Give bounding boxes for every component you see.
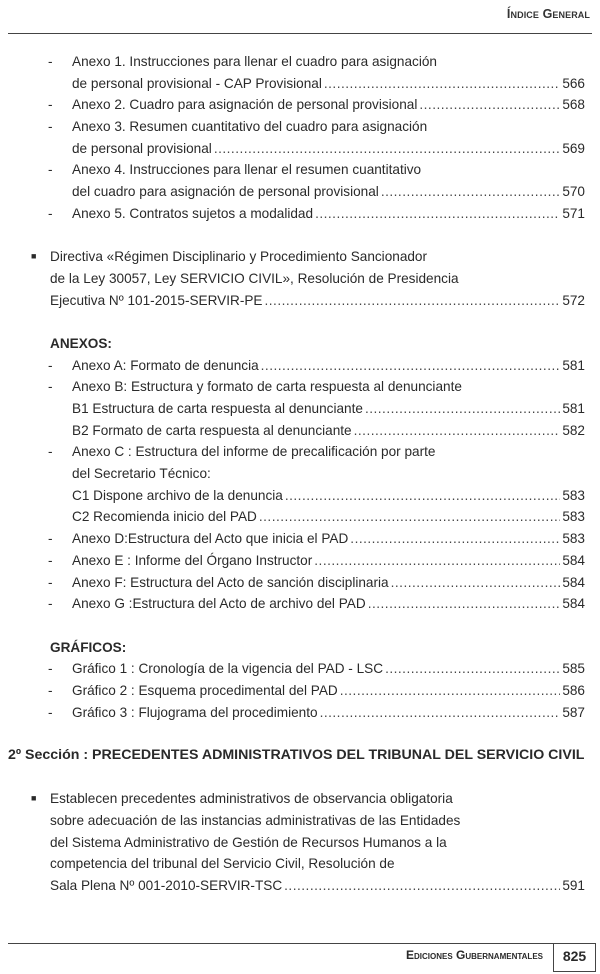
entry-text: Anexo A: Formato de denuncia [72,357,259,373]
entry-text: de la Ley 30057, Ley SERVICIO CIVIL», Resolución de Presidencia [50,270,459,286]
dash-marker-icon: - [48,54,53,69]
dot-leader [354,420,561,442]
toc-line [0,637,600,659]
toc-line [0,181,600,203]
entry-text: Anexo 3. Resumen cuantitativo del cuadro para asignación [72,119,428,135]
dot-leader [259,506,560,528]
dot-leader [214,138,561,160]
dash-marker-icon: - [48,119,53,135]
toc-line [0,333,600,355]
dash-marker-icon: - [48,162,53,178]
entry-text: Anexo 1. Instrucciones para llenar el cuadro para asignación [72,54,437,69]
entry-text: del cuadro para asignación de personal provisional [72,184,379,200]
toc-entry[interactable] [0,355,600,377]
section-heading [0,637,600,659]
entry-text: Gráfico 3 : Flujograma del procedimiento [72,704,318,720]
bullet-square-icon: ■ [31,251,37,262]
toc-line [0,94,600,116]
spacer [0,311,600,333]
header-divider [8,33,592,34]
dash-marker-icon: - [48,552,53,568]
toc-line [0,73,600,95]
entry-text: sobre adecuación de las instancias administrativas de las Entidades [50,813,461,829]
entry-page-number[interactable]: 568 [562,97,585,113]
toc-entry[interactable] [0,94,600,116]
spacer [0,615,600,637]
toc-line [0,246,600,268]
entry-page-number[interactable]: 572 [562,292,585,308]
dot-leader [314,550,560,572]
toc-line [0,203,600,225]
entry-text: C2 Recomienda inicio del PAD [72,509,257,525]
toc-line [0,138,600,160]
toc-entry[interactable] [0,159,600,202]
entry-text: Ejecutiva Nº 101-2015-SERVIR-PE [50,292,263,308]
dot-leader [350,528,560,550]
dot-leader [368,593,561,615]
toc-entry[interactable] [0,593,600,615]
toc-entry [0,441,600,484]
spacer [0,225,600,247]
toc-line [0,159,600,181]
dash-marker-icon: - [48,444,53,460]
toc-entry[interactable] [0,550,600,572]
entry-text: Anexo 5. Contratos sujetos a modalidad [72,205,314,221]
dot-leader [324,73,560,95]
dot-leader [381,181,560,203]
toc-entry[interactable] [0,420,600,442]
toc-line [0,441,600,463]
footer-divider [8,943,596,944]
section-heading [0,333,600,355]
dash-marker-icon: - [48,97,53,113]
toc-line [0,463,600,485]
toc-entry[interactable] [0,572,600,594]
toc-entry[interactable] [0,51,600,94]
toc-line [0,355,600,377]
section-title [0,745,600,767]
toc-line [0,398,600,420]
toc-line [0,268,600,290]
dot-leader [320,702,561,724]
toc-line [0,420,600,442]
dash-marker-icon: - [48,574,53,590]
entry-page-number[interactable]: 586 [562,682,585,698]
toc-line [0,810,600,832]
entry-text: Anexo 2. Cuadro para asignación de personal provisional [72,97,418,113]
entry-text: ANEXOS: [50,335,112,351]
toc-line [0,593,600,615]
entry-page-number[interactable]: 570 [562,184,585,200]
toc-entry[interactable] [0,398,600,420]
toc-line [0,116,600,138]
toc-entry[interactable] [0,788,600,896]
entry-text: de personal provisional [72,140,212,156]
dot-leader [265,290,561,312]
toc-entry[interactable] [0,658,600,680]
toc-entry [0,376,600,398]
entry-text: Anexo B: Estructura y formato de carta respuesta al denunciante [72,379,462,395]
entry-page-number[interactable]: 583 [562,487,585,503]
entry-text: del Secretario Técnico: [72,466,211,482]
entry-text: B2 Formato de carta respuesta al denunciante [72,422,352,438]
toc-line [0,745,600,767]
dash-marker-icon: - [48,531,53,547]
entry-page-number[interactable]: 566 [562,75,585,91]
dash-marker-icon: - [48,205,53,221]
dot-leader [315,203,560,225]
toc-entry[interactable] [0,702,600,724]
entry-page-number[interactable]: 583 [562,531,585,547]
entry-page-number[interactable]: 584 [562,596,585,612]
entry-page-number[interactable]: 585 [562,661,585,677]
entry-page-number[interactable]: 581 [562,401,585,416]
spacer [0,723,600,745]
entry-page-number[interactable]: 582 [562,422,585,438]
entry-text: Anexo 4. Instrucciones para llenar el resumen cuantitativo [72,162,422,178]
dash-marker-icon: - [48,682,53,698]
toc-line [0,528,600,550]
toc-line [0,832,600,854]
dot-leader [391,572,561,594]
toc-entry[interactable] [0,485,600,507]
toc-line [0,506,600,528]
toc-line [0,788,600,810]
entry-text: Anexo D:Estructura del Acto que inicia el PAD [72,531,349,547]
entry-text: GRÁFICOS: [50,639,127,655]
footer-publisher: Ediciones Gubernamentales [406,948,543,962]
toc-line [0,550,600,572]
entry-text: Anexo C : Estructura del informe de precalificación por parte [72,444,436,460]
entry-page-number[interactable]: 591 [562,878,585,894]
entry-page-number[interactable]: 571 [562,205,585,221]
entry-text: Gráfico 2 : Esquema procedimental del PAD [72,682,338,698]
entry-text: Anexo G :Estructura del Acto de archivo del PAD [72,596,366,612]
page-number: 825 [553,943,596,972]
entry-page-number[interactable]: 583 [562,509,585,525]
entry-page-number[interactable]: 581 [562,357,585,373]
dot-leader [385,658,560,680]
running-header: Índice General [506,7,590,21]
toc-entry[interactable] [0,246,600,311]
toc-entry[interactable] [0,680,600,702]
toc-line [0,290,600,312]
entry-page-number[interactable]: 584 [562,552,585,568]
entry-text: C1 Dispone archivo de la denuncia [72,487,283,503]
entry-text: Establecen precedentes administrativos de observancia obligatoria [50,791,453,807]
toc-entry[interactable] [0,203,600,225]
dot-leader [261,355,561,377]
toc-line [0,485,600,507]
table-of-contents [0,51,600,897]
dash-marker-icon: - [48,661,53,677]
toc-line [0,702,600,724]
toc-line [0,875,600,897]
toc-entry[interactable] [0,116,600,159]
dash-marker-icon: - [48,357,53,373]
entry-text: 2º Sección : PRECEDENTES ADMINISTRATIVOS DEL TRIBUNAL DEL SERVICIO CIVIL [8,747,585,763]
toc-line [0,51,600,73]
spacer [0,767,600,789]
entry-text: Anexo F: Estructura del Acto de sanción disciplinaria [72,574,389,590]
toc-line [0,572,600,594]
entry-page-number[interactable]: 587 [562,704,585,720]
toc-line [0,680,600,702]
bullet-square-icon: ■ [31,793,37,804]
entry-page-number[interactable]: 569 [562,140,585,156]
entry-text: Sala Plena Nº 001-2010-SERVIR-TSC [50,878,283,894]
dash-marker-icon: - [48,596,53,612]
entry-text: del Sistema Administrativo de Gestión de Recursos Humanos a la [50,834,447,850]
toc-line [0,658,600,680]
dot-leader [365,398,560,420]
entry-page-number[interactable]: 584 [562,574,585,590]
toc-line [0,376,600,398]
dot-leader [284,875,560,897]
dot-leader [285,485,560,507]
entry-text: de personal provisional - CAP Provisional [72,75,322,91]
dash-marker-icon: - [48,379,53,395]
dot-leader [419,94,560,116]
entry-text: Directiva «Régimen Disciplinario y Procedimiento Sancionador [50,249,428,265]
toc-line [0,853,600,875]
entry-text: competencia del tribunal del Servicio Civil, Resolución de [50,856,395,872]
dot-leader [340,680,561,702]
entry-text: Anexo E : Informe del Órgano Instructor [72,552,313,568]
entry-text: B1 Estructura de carta respuesta al denunciante [72,401,363,416]
dash-marker-icon: - [48,704,53,720]
toc-entry[interactable] [0,528,600,550]
toc-entry[interactable] [0,506,600,528]
entry-text: Gráfico 1 : Cronología de la vigencia del PAD - LSC [72,661,384,677]
